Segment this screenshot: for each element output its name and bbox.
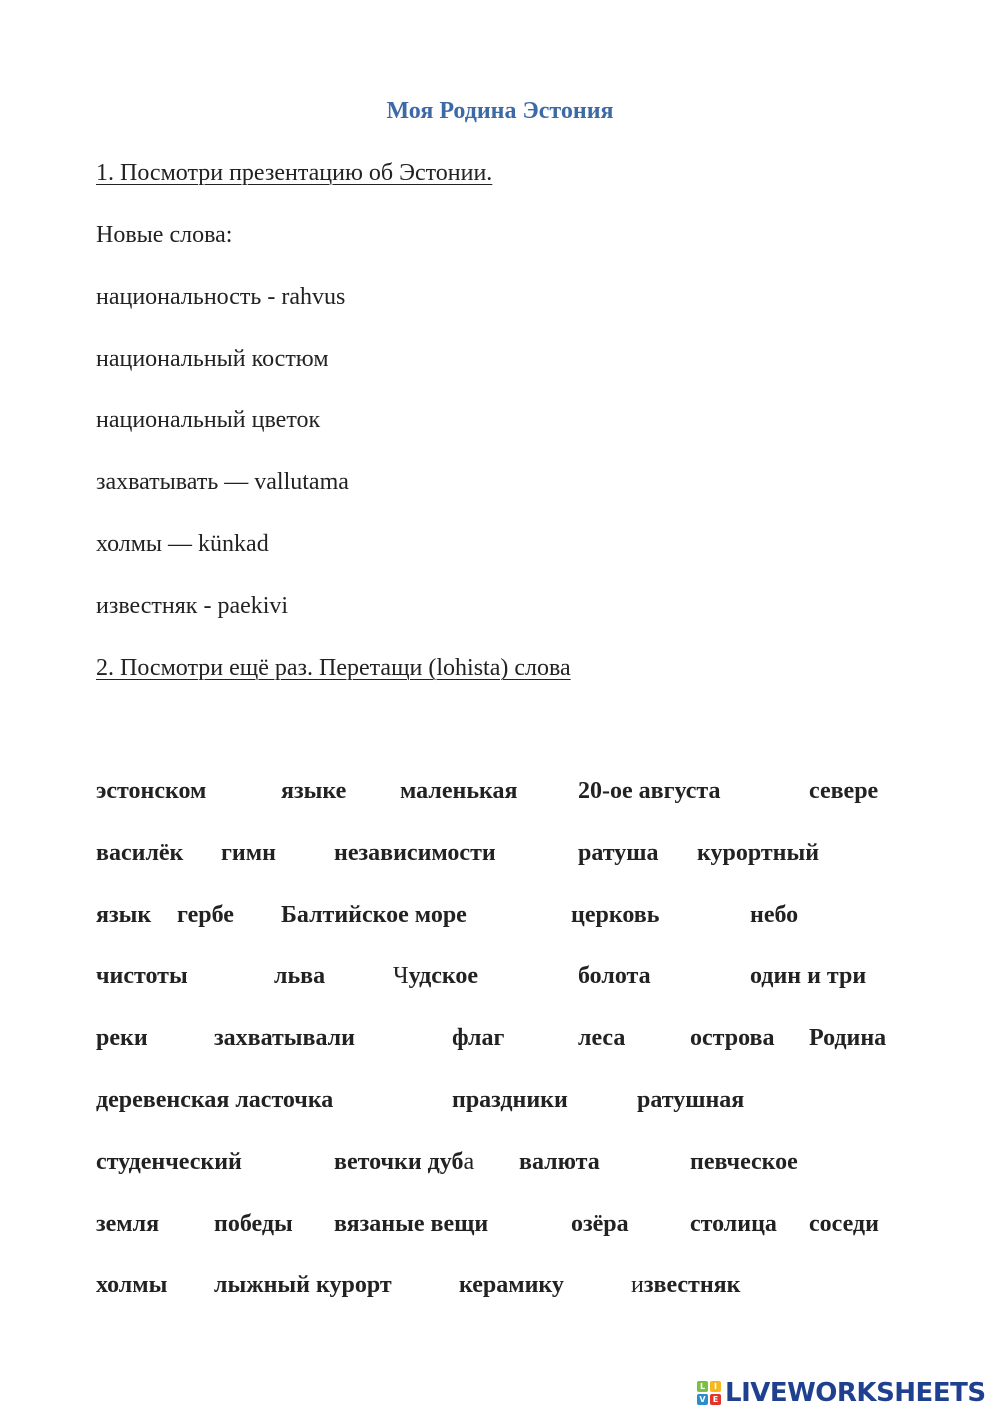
logo-square-i: I <box>710 1381 721 1392</box>
drag-word[interactable]: столица <box>690 1211 777 1237</box>
drag-word[interactable]: василёк <box>96 840 184 866</box>
vocab-item: захватывать — vallutama <box>96 469 349 495</box>
page-title: Моя Родина Эстония <box>386 98 614 124</box>
drag-word[interactable]: лыжный курорт <box>214 1272 392 1298</box>
vocab-item: национальный костюм <box>96 346 329 372</box>
drag-word[interactable]: гимн <box>221 840 276 866</box>
drag-word[interactable]: небо <box>750 902 799 928</box>
vocab-item: национальный цветок <box>96 407 321 433</box>
task-1-instruction: 1. Посмотри презентацию об Эстонии. <box>96 160 493 186</box>
drag-word[interactable]: вязаные вещи <box>334 1211 489 1237</box>
drag-word[interactable]: студенческий <box>96 1149 242 1175</box>
drag-word[interactable]: леса <box>578 1025 626 1051</box>
drag-word[interactable]: независимости <box>334 840 496 866</box>
drag-word-prefix: и <box>631 1272 644 1298</box>
drag-word[interactable]: ратуша <box>578 840 659 866</box>
vocab-item: национальность - rahvus <box>96 284 346 310</box>
drag-word[interactable]: гербе <box>177 902 234 928</box>
drag-word[interactable]: языке <box>281 778 347 804</box>
drag-word[interactable]: озёра <box>571 1211 629 1237</box>
drag-word[interactable]: соседи <box>809 1211 879 1237</box>
drag-word[interactable] <box>631 1270 740 1300</box>
drag-word[interactable]: один и три <box>750 963 867 989</box>
vocab-item: известняк - paekivi <box>96 593 289 619</box>
drag-word[interactable]: острова <box>690 1025 775 1051</box>
new-words-heading: Новые слова: <box>96 222 233 248</box>
drag-word[interactable]: реки <box>96 1025 148 1051</box>
liveworksheets-logo-icon <box>697 1381 721 1405</box>
drag-word[interactable]: победы <box>214 1211 293 1237</box>
drag-word[interactable]: захватывали <box>214 1025 355 1051</box>
drag-word[interactable]: маленькая <box>400 778 518 804</box>
drag-word[interactable]: язык <box>96 902 152 928</box>
liveworksheets-logo-text: LIVEWORKSHEETS <box>725 1378 986 1408</box>
drag-word[interactable]: севере <box>809 778 879 804</box>
drag-word[interactable]: земля <box>96 1211 160 1237</box>
drag-word[interactable]: эстонском <box>96 778 207 804</box>
drag-word[interactable]: 20-ое августа <box>578 778 721 804</box>
drag-word-rest: удское <box>408 963 479 989</box>
logo-square-l: L <box>697 1381 708 1392</box>
logo-square-e: E <box>710 1394 721 1405</box>
drag-word[interactable]: церковь <box>571 902 660 928</box>
liveworksheets-logo <box>697 1378 986 1408</box>
drag-word[interactable]: болота <box>578 963 651 989</box>
drag-word-main: веточки дуб <box>334 1149 464 1175</box>
drag-word-main: звестняк <box>643 1272 741 1298</box>
drag-word-suffix: а <box>463 1149 475 1175</box>
drag-word[interactable] <box>393 961 478 991</box>
logo-square-v: V <box>697 1394 708 1405</box>
drag-word[interactable]: валюта <box>519 1149 600 1175</box>
drag-word[interactable]: Родина <box>809 1025 887 1051</box>
drag-word[interactable]: флаг <box>452 1025 505 1051</box>
drag-word-first-letter: Ч <box>393 963 409 989</box>
drag-word[interactable]: керамику <box>459 1272 564 1298</box>
drag-word[interactable]: курортный <box>697 840 820 866</box>
vocab-item: холмы — künkad <box>96 531 269 557</box>
drag-word[interactable]: деревенская ласточка <box>96 1087 334 1113</box>
drag-word[interactable]: чистоты <box>96 963 188 989</box>
drag-word[interactable]: праздники <box>452 1087 568 1113</box>
drag-word[interactable] <box>334 1147 474 1177</box>
drag-word[interactable]: льва <box>274 963 326 989</box>
drag-word[interactable]: Балтийское море <box>281 902 467 928</box>
task-2-instruction: 2. Посмотри ещё раз. Перетащи (lohista) слова <box>96 655 571 681</box>
drag-word[interactable]: певческое <box>690 1149 798 1175</box>
drag-word[interactable]: холмы <box>96 1272 168 1298</box>
drag-word[interactable]: ратушная <box>637 1087 745 1113</box>
